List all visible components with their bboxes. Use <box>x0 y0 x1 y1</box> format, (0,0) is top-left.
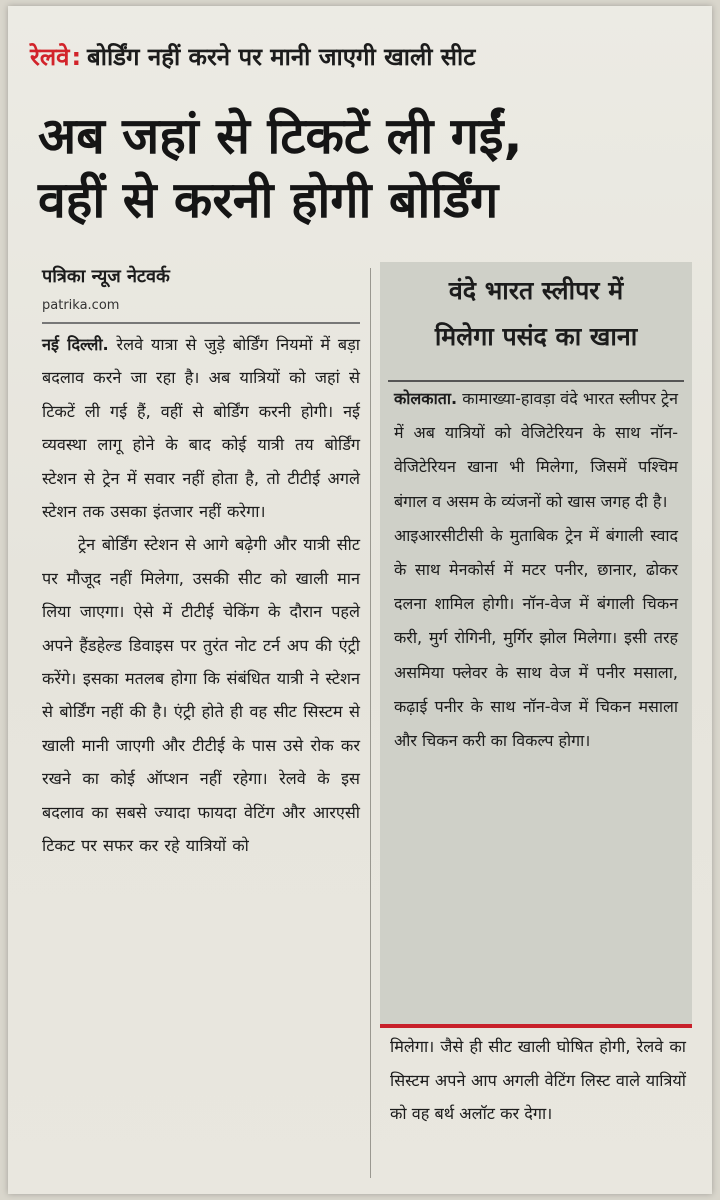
sidebar-title-line-1: वंदे भारत स्लीपर में <box>448 276 624 305</box>
article-body <box>42 328 360 863</box>
kicker-text: बोर्डिंग नहीं करने पर मानी जाएगी खाली सीट <box>87 43 476 71</box>
headline-line-1: अब जहां से टिकटें ली गईं, <box>38 107 523 165</box>
dateline: नई दिल्ली. <box>42 335 109 354</box>
article-continuation-text: मिलेगा। जैसे ही सीट खाली घोषित होगी, रेलवे का सिस्टम अपने आप अगली वेटिंग लिस्ट वाले यात्रियों को वह बर्थ अलॉट कर देगा। <box>390 1037 686 1123</box>
sidebar-body <box>394 382 678 758</box>
sidebar-dateline: कोलकाता. <box>394 389 458 408</box>
sidebar-paragraph-2: आइआरसीटीसी के मुताबिक ट्रेन में बंगाली स्वाद के साथ मेनकोर्स में मटर पनीर, छानार, ढोकर दलना शामिल होगी। नॉन-वेज में बंगाली चिकन करी, मुर्ग रोगिनी, मुर्गिर झोल मिलेगा। इसी तरह असमिया फ्लेवर के साथ वेज में पनीर मसाला, कढ़ाई पनीर के साथ नॉन-वेज में चिकन मसाला और चिकन करी का विकल्प होगा। <box>394 525 678 751</box>
article-paragraph-1 <box>42 328 360 528</box>
section-tag: रेलवे <box>30 43 70 71</box>
headline-line-2: वहीं से करनी होगी बोर्डिंग <box>38 171 499 229</box>
sidebar-paragraph-1-text: कामाख्या-हावड़ा वंदे भारत स्लीपर ट्रेन में अब यात्रियों को वेजिटेरियन के साथ नॉन-वेजिटेरियन खाना भी मिलेगा, जिसमें पश्चिम बंगाल व असम के व्यंजनों को खास जगह दी है। <box>394 389 678 511</box>
sidebar-bottom-red-rule <box>380 1024 692 1028</box>
kicker-colon: : <box>71 43 82 71</box>
article-paragraph-2: ट्रेन बोर्डिंग स्टेशन से आगे बढ़ेगी और यात्री सीट पर मौजूद नहीं मिलेगा, उसकी सीट को खाली मान लिया जाएगा। ऐसे में टीटीई चेकिंग के दौरान पहले अपने हैंडहेल्ड डिवाइस पर तुरंत नोट टर्न अप की एंट्री करेंगे। इसका मतलब होगा कि संबंधित यात्री ने स्टेशन से बोर्डिंग नहीं की है। एंट्री होते ही वह सीट सिस्टम से खाली मानी जाएगी और टीटीई के पास उसे रोक कर रखने का कोई ऑप्शन नहीं रहेगा। रेलवे के इस बदलाव का सबसे ज्यादा फायदा वेटिंग और आरएसी टिकट पर सफर कर रहे यात्रियों को <box>42 535 360 856</box>
sidebar-paragraph-1 <box>394 382 678 519</box>
sidebar-box <box>380 262 692 1024</box>
headline <box>38 104 698 232</box>
column-divider <box>370 268 371 1178</box>
site-url: patrika.com <box>42 298 120 313</box>
byline: पत्रिका न्यूज नेटवर्क <box>42 266 170 287</box>
article-continuation <box>390 1030 686 1131</box>
article-paragraph-1-text: रेलवे यात्रा से जुड़े बोर्डिंग नियमों में बड़ा बदलाव करने जा रहा है। अब यात्रियों को जहां से टिकटें ली गई हैं, वहीं से बोर्डिंग करनी होगी। नई व्यवस्था लागू होने के बाद कोई यात्री तय बोर्डिंग स्टेशन से ट्रेन में सवार नहीं होता है, तो टीटीई अगले स्टेशन तक उसका इंतजार नहीं करेगा। <box>42 335 360 522</box>
sidebar-title-line-2: मिलेगा पसंद का खाना <box>434 322 638 351</box>
sidebar-title <box>396 268 676 360</box>
byline-divider <box>42 322 360 324</box>
newspaper-clipping <box>8 6 712 1194</box>
kicker-line <box>30 40 710 73</box>
